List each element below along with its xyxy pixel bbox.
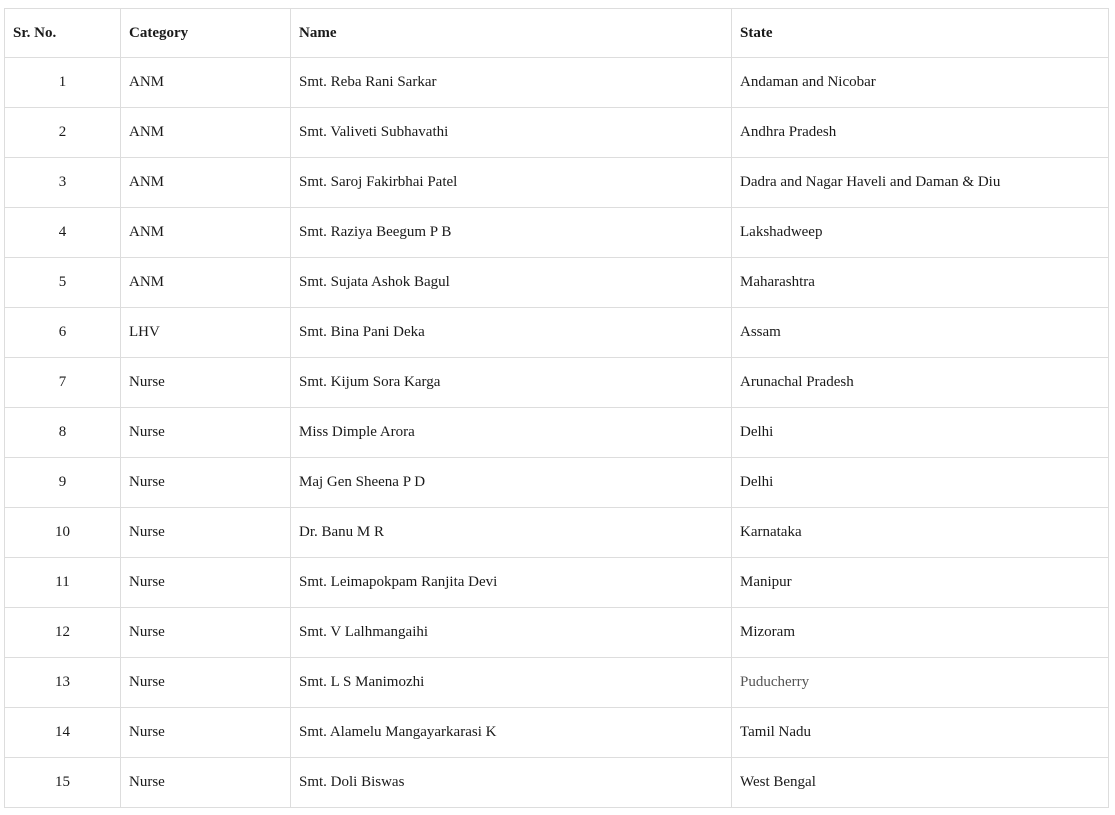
cell-name: Smt. Raziya Beegum P B	[291, 208, 732, 258]
cell-category: Nurse	[121, 458, 291, 508]
cell-state: Andaman and Nicobar	[732, 58, 1109, 108]
cell-name: Smt. Saroj Fakirbhai Patel	[291, 158, 732, 208]
table-row	[5, 58, 1109, 108]
cell-sr-no: 2	[5, 108, 121, 158]
table-row	[5, 108, 1109, 158]
table-row	[5, 408, 1109, 458]
header-name: Name	[291, 9, 732, 58]
table-row	[5, 458, 1109, 508]
awardees-table	[4, 8, 1109, 808]
table-row	[5, 608, 1109, 658]
cell-category: Nurse	[121, 658, 291, 708]
cell-state: Dadra and Nagar Haveli and Daman & Diu	[732, 158, 1109, 208]
cell-category: ANM	[121, 208, 291, 258]
cell-sr-no: 1	[5, 58, 121, 108]
cell-name: Smt. Sujata Ashok Bagul	[291, 258, 732, 308]
cell-sr-no: 12	[5, 608, 121, 658]
table-container	[4, 8, 1109, 808]
table-row	[5, 258, 1109, 308]
cell-category: Nurse	[121, 408, 291, 458]
table-row	[5, 308, 1109, 358]
cell-sr-no: 7	[5, 358, 121, 408]
cell-name: Smt. Doli Biswas	[291, 758, 732, 808]
cell-sr-no: 4	[5, 208, 121, 258]
table-row	[5, 658, 1109, 708]
cell-state: Assam	[732, 308, 1109, 358]
table-row	[5, 708, 1109, 758]
cell-name: Smt. Alamelu Mangayarkarasi K	[291, 708, 732, 758]
cell-category: ANM	[121, 258, 291, 308]
cell-state: Puducherry	[732, 658, 1109, 708]
cell-sr-no: 11	[5, 558, 121, 608]
cell-sr-no: 3	[5, 158, 121, 208]
cell-sr-no: 13	[5, 658, 121, 708]
table-row	[5, 558, 1109, 608]
cell-state: Mizoram	[732, 608, 1109, 658]
cell-name: Smt. V Lalhmangaihi	[291, 608, 732, 658]
cell-sr-no: 8	[5, 408, 121, 458]
cell-state: West Bengal	[732, 758, 1109, 808]
cell-sr-no: 15	[5, 758, 121, 808]
cell-sr-no: 14	[5, 708, 121, 758]
cell-sr-no: 5	[5, 258, 121, 308]
cell-category: Nurse	[121, 758, 291, 808]
cell-state: Delhi	[732, 458, 1109, 508]
cell-name: Smt. Leimapokpam Ranjita Devi	[291, 558, 732, 608]
header-row	[5, 9, 1109, 58]
cell-category: Nurse	[121, 358, 291, 408]
header-sr-no: Sr. No.	[5, 9, 121, 58]
table-row	[5, 158, 1109, 208]
cell-state: Maharashtra	[732, 258, 1109, 308]
cell-name: Smt. Bina Pani Deka	[291, 308, 732, 358]
cell-sr-no: 6	[5, 308, 121, 358]
cell-state: Andhra Pradesh	[732, 108, 1109, 158]
cell-category: Nurse	[121, 508, 291, 558]
cell-category: ANM	[121, 58, 291, 108]
cell-sr-no: 9	[5, 458, 121, 508]
cell-state: Delhi	[732, 408, 1109, 458]
cell-sr-no: 10	[5, 508, 121, 558]
table-row	[5, 208, 1109, 258]
cell-name: Smt. Valiveti Subhavathi	[291, 108, 732, 158]
table-header	[5, 9, 1109, 58]
header-category: Category	[121, 9, 291, 58]
table-row	[5, 758, 1109, 808]
table-row	[5, 508, 1109, 558]
cell-name: Smt. Reba Rani Sarkar	[291, 58, 732, 108]
cell-state: Manipur	[732, 558, 1109, 608]
cell-state: Arunachal Pradesh	[732, 358, 1109, 408]
cell-category: LHV	[121, 308, 291, 358]
cell-category: ANM	[121, 108, 291, 158]
table-row	[5, 358, 1109, 408]
cell-name: Smt. L S Manimozhi	[291, 658, 732, 708]
cell-state: Lakshadweep	[732, 208, 1109, 258]
cell-name: Smt. Kijum Sora Karga	[291, 358, 732, 408]
header-state: State	[732, 9, 1109, 58]
cell-category: Nurse	[121, 708, 291, 758]
cell-name: Dr. Banu M R	[291, 508, 732, 558]
cell-category: ANM	[121, 158, 291, 208]
cell-name: Maj Gen Sheena P D	[291, 458, 732, 508]
table-body	[5, 58, 1109, 808]
cell-state: Tamil Nadu	[732, 708, 1109, 758]
cell-category: Nurse	[121, 608, 291, 658]
cell-category: Nurse	[121, 558, 291, 608]
cell-name: Miss Dimple Arora	[291, 408, 732, 458]
cell-state: Karnataka	[732, 508, 1109, 558]
